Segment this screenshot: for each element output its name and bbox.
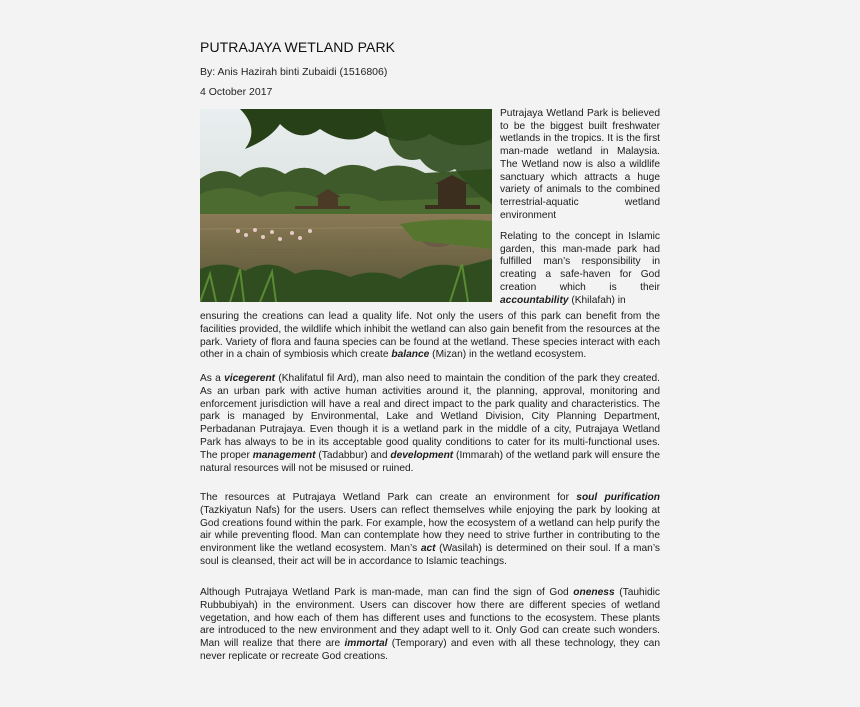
concept-paragraph <box>500 231 660 307</box>
wetland-photo <box>200 109 492 302</box>
p2-text-a: As a <box>200 373 225 384</box>
document-date: 4 October 2017 <box>200 86 273 98</box>
paragraph-oneness <box>200 587 660 664</box>
keyword-immortal: immortal <box>344 638 388 650</box>
p3-text-b: (Tazkiyatun Nafs) for the users. Users can reflect themselves while enjoying the park by looking at God creations found within the park. For example, how the ecosystem of a wetland can help purify the air while preventing flood. Man can contemplate how they need to strive further in contributing to the environment like the wetland ecosystem. Man’s <box>200 504 660 555</box>
keyword-vicegerent: vicegerent <box>224 373 276 384</box>
paragraph-soul-text <box>200 492 660 569</box>
p2-text-c: (Tadabbur) and <box>315 449 391 461</box>
p4-text-a: Although Putrajaya Wetland Park is man-made, man can find the sign of God <box>200 587 574 598</box>
p3-text-a: The resources at Putrajaya Wetland Park can create an environment for <box>200 492 577 503</box>
concept-text-end: (Khilafah) in <box>568 294 626 306</box>
p1-text-a: ensuring the creations can lead a quality life. Not only the users of this park can benefit from the facilities provided, the wildlife which inhibit the wetland can also gain benefit from the resources at the park. Variety of flora and fauna species can be found at the wetland. These species interact with each other in a chain of symbiosis which create <box>200 311 660 361</box>
p1-text-b: (Mizan) in the wetland ecosystem. <box>429 349 587 361</box>
paragraph-oneness-text <box>200 587 660 664</box>
document-title: PUTRAJAYA WETLAND PARK <box>200 39 396 55</box>
p4-text-c: (Temporary) and even with all these technology, they can never replicate or recreate God creations. <box>200 638 660 662</box>
keyword-accountability: accountability <box>500 294 569 306</box>
keyword-development: development <box>390 449 454 461</box>
paragraph-balance-text <box>200 311 660 362</box>
keyword-oneness: oneness <box>573 587 615 598</box>
p2-text-b: (Khalifatul fil Ard), man also need to maintain the condition of the park they created. As an urban park with active human activities around it, the planning, approval, monitoring and enforcement jurisdiction will have a real and direct impact to the park quality and characteristics. The park is managed by Environmental, Lake and Wetland Division, City Planning Department, Perbadanan Putrajaya. Even though it is a wetland park in the middle of a city, Putrajaya Wetland Park has always to be in its acceptable good quality conditions to cater for its multi-functional uses. The proper <box>200 373 660 461</box>
intro-text: Putrajaya Wetland Park is believed to be the biggest built freshwater wetlands in the tropics. It is the first man-made wetland in Malaysia. The Wetland now is also a wildlife sanctuary which attracts a huge variety of animals to the combined terrestrial-aquatic wetland environment <box>500 108 660 221</box>
paragraph-soul-purification <box>200 492 660 569</box>
concept-text <box>500 231 660 307</box>
concept-text-start: Relating to the concept in Islamic garden, this man-made park had fulfilled man’s responsibility in creating a safe-haven for God creation which is their <box>500 231 660 293</box>
paragraph-balance <box>200 311 660 362</box>
keyword-management: management <box>252 449 316 461</box>
p2-text-d: (Immarah) of the wetland park will ensure the natural resources will not be misused or ruined. <box>200 449 660 474</box>
author-line: By: Anis Hazirah binti Zubaidi (1516806) <box>200 66 388 78</box>
keyword-balance: balance <box>391 349 430 361</box>
intro-paragraph <box>500 108 660 222</box>
keyword-soul-purification: soul purification <box>576 492 660 503</box>
keyword-act: act <box>420 543 436 555</box>
p3-text-c: (Wasilah) is determined on their soul. If a man’s soul is cleansed, their act will be in accordance to Islamic teachings. <box>200 543 660 567</box>
p4-text-b: (Tauhidic Rubbubiyah) in the environment. Users can discover how there are different species of wetland vegetation, and how each of them has different uses and functions to the ecosystem. These plants are introduced to the new environment and they adapt well to it. Only God can create such wonders. Man will realize that there are <box>200 587 660 650</box>
paragraph-vicegerent <box>200 373 660 475</box>
paragraph-vicegerent-text <box>200 373 660 475</box>
